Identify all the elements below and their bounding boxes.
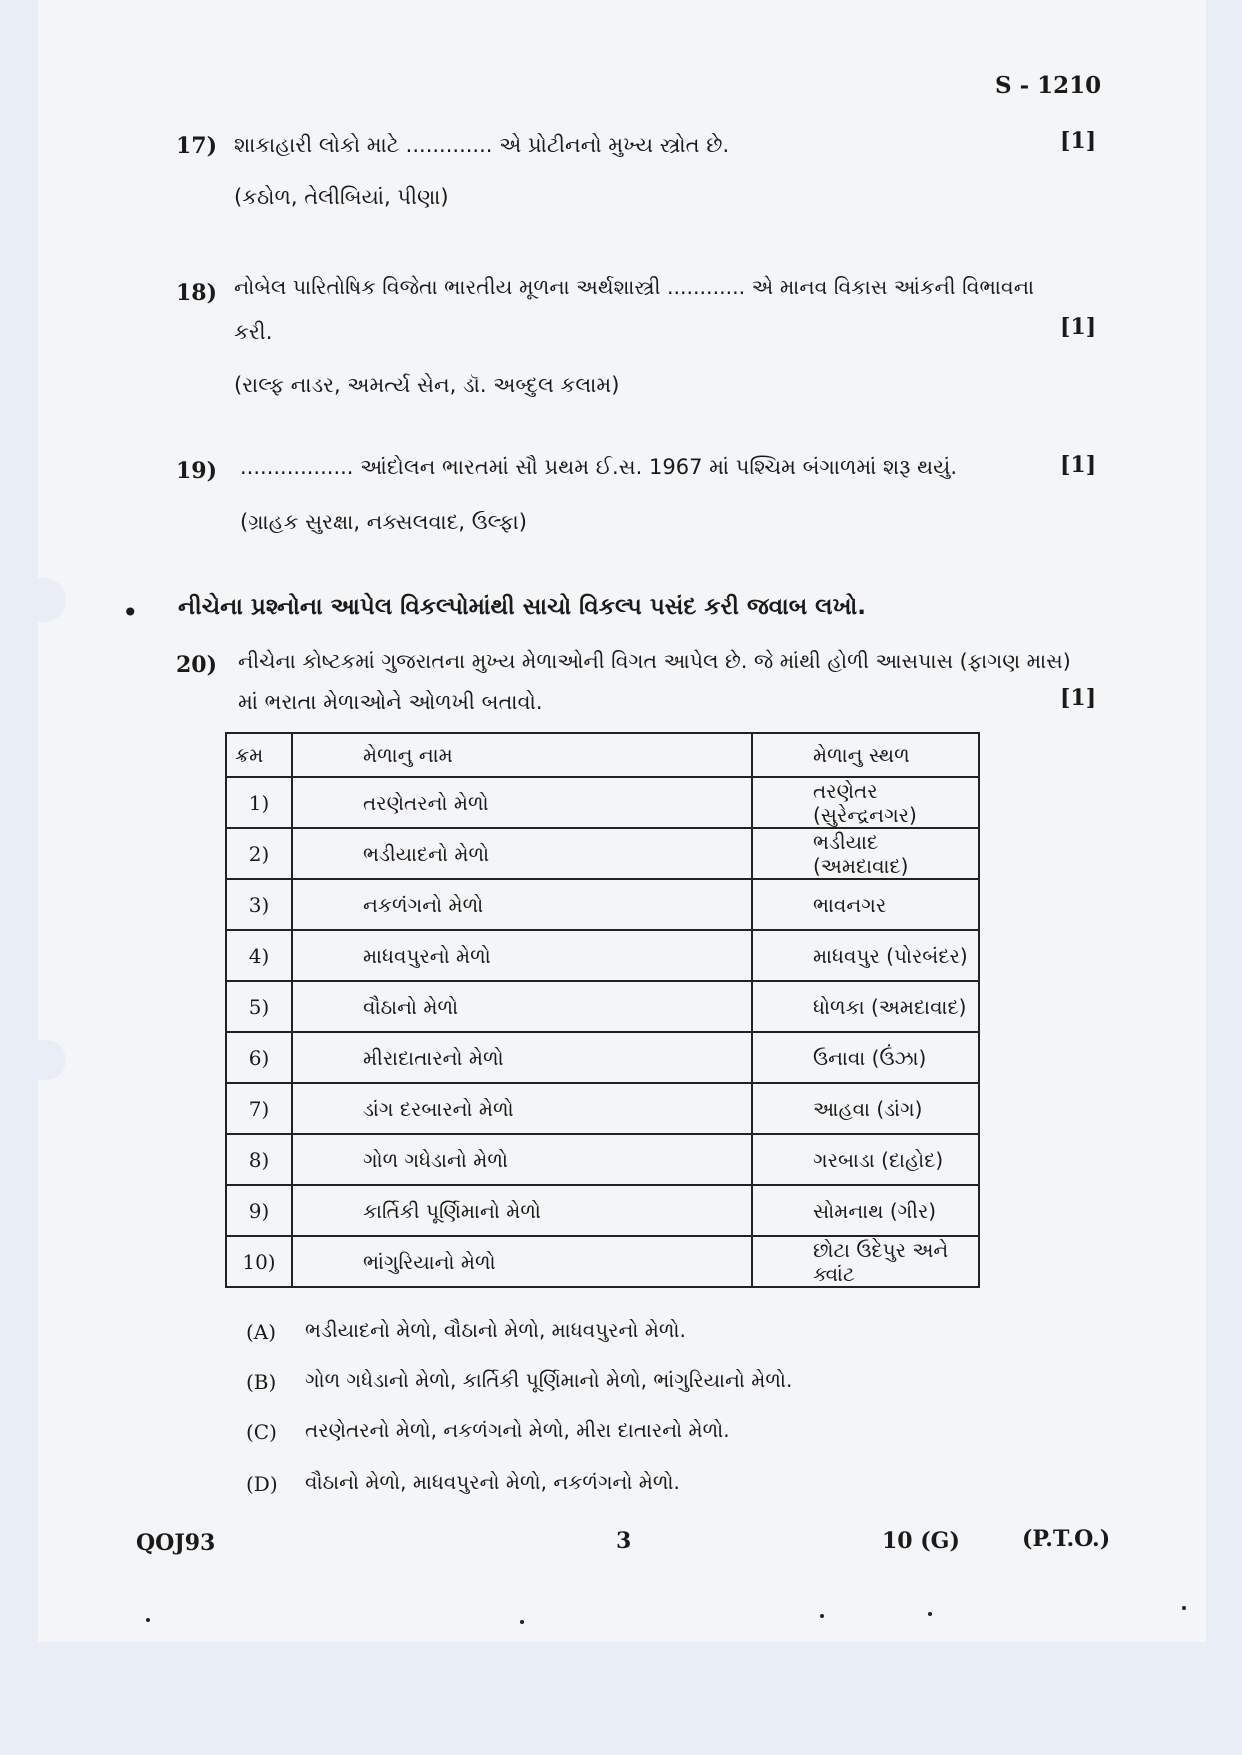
question-number: 19) — [176, 458, 218, 484]
scan-speck — [146, 1618, 150, 1622]
question-text-continued: કરી. — [234, 320, 273, 344]
question-options: (રાલ્ફ નાડર, અમર્ત્ય સેન, ડૉ. અબ્દુલ કલામ) — [234, 373, 620, 397]
page-number: 3 — [616, 1528, 632, 1554]
footer-class: 10 (G) — [882, 1528, 960, 1554]
question-options: (ગ્રાહક સુરક્ષા, નક્સલવાદ, ઉલ્ફા) — [240, 510, 527, 534]
cell-fair-place: ભડીયાદ (અમદાવાદ) — [752, 828, 979, 879]
table-row — [226, 1032, 979, 1083]
question-marks: [1] — [1060, 685, 1097, 711]
cell-serial: 7) — [226, 1083, 292, 1134]
option-label: (B) — [246, 1370, 277, 1394]
question-number: 17) — [176, 133, 218, 159]
cell-fair-name: ગોળ ગધેડાનો મેળો — [292, 1134, 752, 1185]
cell-fair-place: ધોળકા (અમદાવાદ) — [752, 981, 979, 1032]
cell-fair-place: તરણેતર (સુરેન્દ્રનગર) — [752, 777, 979, 828]
cell-fair-name: મીરાદાતારનો મેળો — [292, 1032, 752, 1083]
table-row — [226, 1236, 979, 1287]
question-number: 18) — [176, 280, 218, 306]
option-label: (D) — [246, 1472, 278, 1496]
table-row — [226, 1185, 979, 1236]
question-text: ................. આંદોલન ભારતમાં સૌ પ્રથમ ઈ.સ. 1967 માં પશ્ચિમ બંગાળમાં શરૂ થયું. — [240, 455, 958, 479]
header-fair-place: મેળાનુ સ્થળ — [752, 733, 979, 777]
section-heading: નીચેના પ્રશ્નોના આપેલ વિકલ્પોમાંથી સાચો વિકલ્પ પસંદ કરી જવાબ લખો. — [178, 594, 866, 620]
fairs-table — [225, 732, 980, 1288]
option-label: (C) — [246, 1420, 277, 1444]
cell-serial: 5) — [226, 981, 292, 1032]
cell-fair-name: નકળંગનો મેળો — [292, 879, 752, 930]
cell-serial: 6) — [226, 1032, 292, 1083]
cell-serial: 3) — [226, 879, 292, 930]
table-row — [226, 981, 979, 1032]
table-row — [226, 777, 979, 828]
option-label: (A) — [246, 1320, 277, 1344]
paper-code: S - 1210 — [995, 72, 1102, 99]
header-serial: ક્રમ — [226, 733, 292, 777]
cell-fair-place: માધવપુર (પોરબંદર) — [752, 930, 979, 981]
cell-fair-name: ડાંગ દરબારનો મેળો — [292, 1083, 752, 1134]
scan-speck — [520, 1620, 524, 1624]
cell-fair-name: માધવપુરનો મેળો — [292, 930, 752, 981]
cell-fair-place: ગરબાડા (દાહોદ) — [752, 1134, 979, 1185]
table-row — [226, 930, 979, 981]
cell-fair-place: ભાવનગર — [752, 879, 979, 930]
scan-speck — [820, 1614, 824, 1618]
cell-serial: 10) — [226, 1236, 292, 1287]
option-text: ભડીયાદનો મેળો, વૌઠાનો મેળો, માધવપુરનો મેળો. — [305, 1318, 686, 1342]
cell-serial: 4) — [226, 930, 292, 981]
question-text-continued: માં ભરાતા મેળાઓને ઓળખી બતાવો. — [238, 690, 543, 714]
header-fair-name: મેળાનુ નામ — [292, 733, 752, 777]
cell-fair-place: છોટા ઉદેપુર અને ક્વાંટ — [752, 1236, 979, 1287]
cell-fair-place: ઉનાવા (ઉંઝા) — [752, 1032, 979, 1083]
question-text: નોબેલ પારિતોષિક વિજેતા ભારતીય મૂળના અર્થશાસ્ત્રી ............ એ માનવ વિકાસ આંકની વિભાવના — [234, 275, 1034, 299]
cell-fair-name: કાર્તિકી પૂર્ણિમાનો મેળો — [292, 1185, 752, 1236]
table-row — [226, 1083, 979, 1134]
cell-fair-place: આહવા (ડાંગ) — [752, 1083, 979, 1134]
scan-speck — [1182, 1606, 1186, 1610]
scan-speck — [928, 1612, 932, 1616]
cell-serial: 8) — [226, 1134, 292, 1185]
question-text: શાકાહારી લોકો માટે ............. એ પ્રોટીનનો મુખ્ય સ્ત્રોત છે. — [234, 133, 730, 157]
cell-fair-place: સોમનાથ (ગીર) — [752, 1185, 979, 1236]
question-marks: [1] — [1060, 314, 1097, 340]
option-text: તરણેતરનો મેળો, નકળંગનો મેળો, મીરા દાતારનો મેળો. — [305, 1418, 730, 1442]
table-header-row — [226, 733, 979, 777]
table-row — [226, 1134, 979, 1185]
footer-pto: (P.T.O.) — [1022, 1526, 1111, 1552]
question-number: 20) — [176, 652, 218, 678]
question-options: (કઠોળ, તેલીબિયાં, પીણા) — [234, 185, 449, 209]
table-row — [226, 828, 979, 879]
cell-fair-name: વૌઠાનો મેળો — [292, 981, 752, 1032]
cell-serial: 2) — [226, 828, 292, 879]
cell-fair-name: ભડીયાદનો મેળો — [292, 828, 752, 879]
question-marks: [1] — [1060, 128, 1097, 154]
footer-code: QOJ93 — [136, 1530, 216, 1556]
table-row — [226, 879, 979, 930]
cell-serial: 1) — [226, 777, 292, 828]
question-marks: [1] — [1060, 452, 1097, 478]
cell-serial: 9) — [226, 1185, 292, 1236]
cell-fair-name: ભાંગુરિયાનો મેળો — [292, 1236, 752, 1287]
bullet: • — [122, 596, 139, 629]
option-text: વૌઠાનો મેળો, માધવપુરનો મેળો, નકળંગનો મેળો. — [305, 1470, 680, 1494]
option-text: ગોળ ગધેડાનો મેળો, કાર્તિકી પૂર્ણિમાનો મેળો, ભાંગુરિયાનો મેળો. — [305, 1368, 793, 1392]
question-text: નીચેના કોષ્ટકમાં ગુજરાતના મુખ્ય મેળાઓની વિગત આપેલ છે. જે માંથી હોળી આસપાસ (ફાગણ માસ) — [238, 649, 1071, 673]
cell-fair-name: તરણેતરનો મેળો — [292, 777, 752, 828]
